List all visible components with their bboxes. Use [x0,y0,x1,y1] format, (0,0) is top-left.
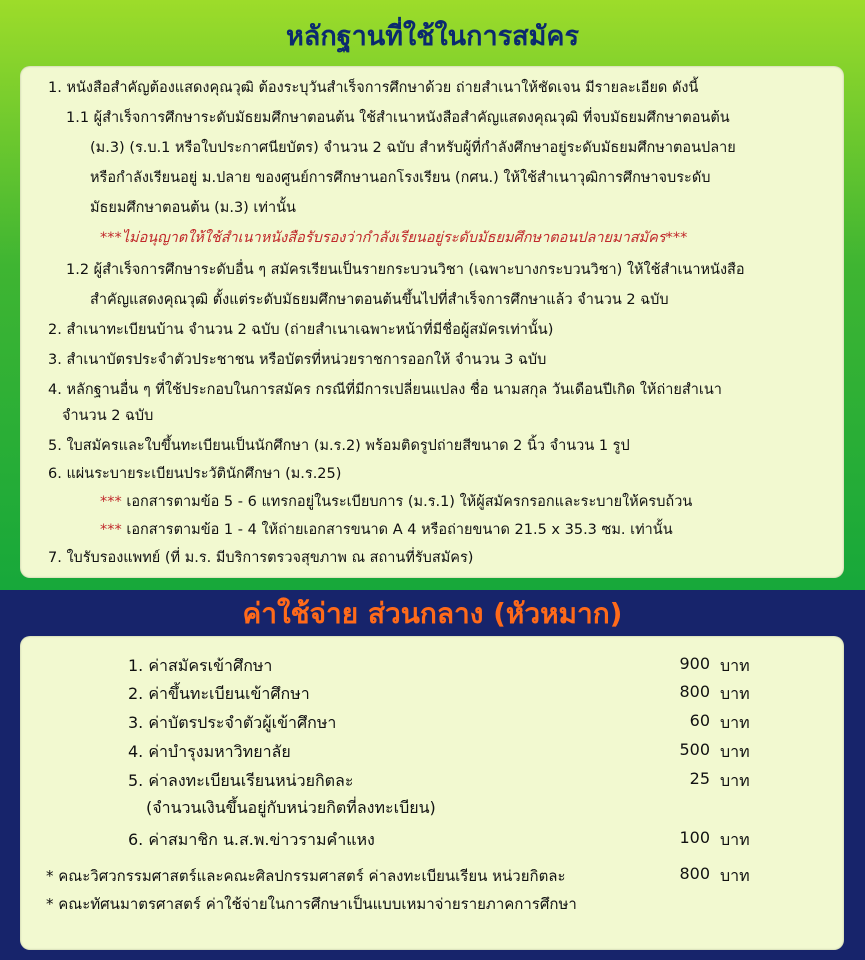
fee-label-6: 6. ค่าสมาชิก น.ส.พ.ข่าวรามคำแหง [128,830,375,849]
fees-panel [20,636,844,950]
req-line-1: 1. หนังสือสำคัญต้องแสดงคุณวุฒิ ต้องระบุวันสำเร็จการศึกษาด้วย ถ่ายสำเนาให้ชัดเจน มีรายละเอียด ดังนี้ [48,80,699,96]
fee-amount-6: 100 [679,828,710,847]
note-engineering-unit: บาท [720,866,750,885]
fee-5-note: (จำนวนเงินขึ้นอยู่กับหน่วยกิตที่ลงทะเบียน) [146,798,436,817]
req-line-1-1b: (ม.3) (ร.บ.1 หรือใบประกาศนียบัตร) จำนวน 2 ฉบับ สำหรับผู้ที่กำลังศึกษาอยู่ระดับมัธยมศึกษาตอนปลาย [90,140,736,156]
star-prefix: *** [100,522,122,538]
req-note-2-text: เอกสารตามข้อ 1 - 4 ให้ถ่ายเอกสารขนาด A 4 หรือถ่ายขนาด 21.5 x 35.3 ซม. เท่านั้น [126,522,673,538]
req-line-1-1c: หรือกำลังเรียนอยู่ ม.ปลาย ของศูนย์การศึกษานอกโรงเรียน (กศน.) ให้ใช้สำเนาวุฒิการศึกษาจบระดับ [90,170,711,186]
req-line-3: 3. สำเนาบัตรประจำตัวประชาชน หรือบัตรที่หน่วยราชการออกให้ จำนวน 3 ฉบับ [48,352,547,368]
fee-unit-6: บาท [720,830,750,849]
req-line-2: 2. สำเนาทะเบียนบ้าน จำนวน 2 ฉบับ (ถ่ายสำเนาเฉพาะหน้าที่มีชื่อผู้สมัครเท่านั้น) [48,322,554,338]
fee-unit-1: บาท [720,656,750,675]
fees-title: ค่าใช้จ่าย ส่วนกลาง (หัวหมาก) [242,597,623,630]
requirements-title: หลักฐานที่ใช้ในการสมัคร [285,21,579,52]
req-line-1-2b: สำคัญแสดงคุณวุฒิ ตั้งแต่ระดับมัธยมศึกษาตอนต้นขึ้นไปที่สำเร็จการศึกษาแล้ว จำนวน 2 ฉบับ [90,292,669,308]
fee-amount-1: 900 [679,654,710,673]
fee-unit-2: บาท [720,684,750,703]
note-engineering-label: * คณะวิศวกรรมศาสตร์และคณะศิลปกรรมศาสตร์ ค่าลงทะเบียนเรียน หน่วยกิตละ [46,867,566,885]
req-line-5: 5. ใบสมัครและใบขึ้นทะเบียนเป็นนักศึกษา (ม.ร.2) พร้อมติดรูปถ่ายสีขนาด 2 นิ้ว จำนวน 1 รูป [48,438,630,454]
req-line-1-1: 1.1 ผู้สำเร็จการศึกษาระดับมัธยมศึกษาตอนต้น ใช้สำเนาหนังสือสำคัญแสดงคุณวุฒิ ที่จบมัธยมศึกษาตอนต้น [66,110,730,126]
req-note-1 [100,490,692,513]
star-prefix: *** [100,494,122,510]
req-line-4: 4. หลักฐานอื่น ๆ ที่ใช้ประกอบในการสมัคร กรณีที่มีการเปลี่ยนแปลง ชื่อ นามสกุล วันเดือนปีเกิด ให้ถ่ายสำเนา [48,382,722,398]
fee-amount-2: 800 [679,682,710,701]
fee-amount-4: 500 [679,740,710,759]
fee-label-3: 3. ค่าบัตรประจำตัวผู้เข้าศึกษา [128,713,337,732]
fee-unit-5: บาท [720,771,750,790]
req-note-1-text: เอกสารตามข้อ 5 - 6 แทรกอยู่ในระเบียบการ (ม.ร.1) ให้ผู้สมัครกรอกและระบายให้ครบถ้วน [126,494,693,510]
req-line-7: 7. ใบรับรองแพทย์ (ที่ ม.ร. มีบริการตรวจสุขภาพ ณ สถานที่รับสมัคร) [48,550,474,566]
note-optometry: * คณะทัศนมาตรศาสตร์ ค่าใช้จ่ายในการศึกษาเป็นแบบเหมาจ่ายรายภาคการศึกษา [46,895,577,913]
fee-label-2: 2. ค่าขึ้นทะเบียนเข้าศึกษา [128,684,310,703]
note-engineering-amount: 800 [679,864,710,883]
fee-amount-3: 60 [689,711,710,730]
fee-label-5: 5. ค่าลงทะเบียนเรียนหน่วยกิตละ [128,771,354,790]
fee-amount-5: 25 [689,769,710,788]
fee-label-4: 4. ค่าบำรุงมหาวิทยาลัย [128,742,291,761]
fee-unit-4: บาท [720,742,750,761]
req-line-1-2: 1.2 ผู้สำเร็จการศึกษาระดับอื่น ๆ สมัครเรียนเป็นรายกระบวนวิชา (เฉพาะบางกระบวนวิชา) ให้ใช้สำเนาหนังสือ [66,262,745,278]
fee-unit-3: บาท [720,713,750,732]
req-note-2 [100,518,673,541]
req-warning: ***ไม่อนุญาตให้ใช้สำเนาหนังสือรับรองว่ากำลังเรียนอยู่ระดับมัธยมศึกษาตอนปลายมาสมัคร*** [100,230,688,246]
req-line-6: 6. แผ่นระบายระเบียนประวัตินักศึกษา (ม.ร.25) [48,466,342,482]
fee-label-1: 1. ค่าสมัครเข้าศึกษา [128,656,273,675]
requirements-panel [20,66,844,578]
req-line-4b: จำนวน 2 ฉบับ [62,408,154,424]
req-line-1-1d: มัธยมศึกษาตอนต้น (ม.3) เท่านั้น [90,200,296,216]
